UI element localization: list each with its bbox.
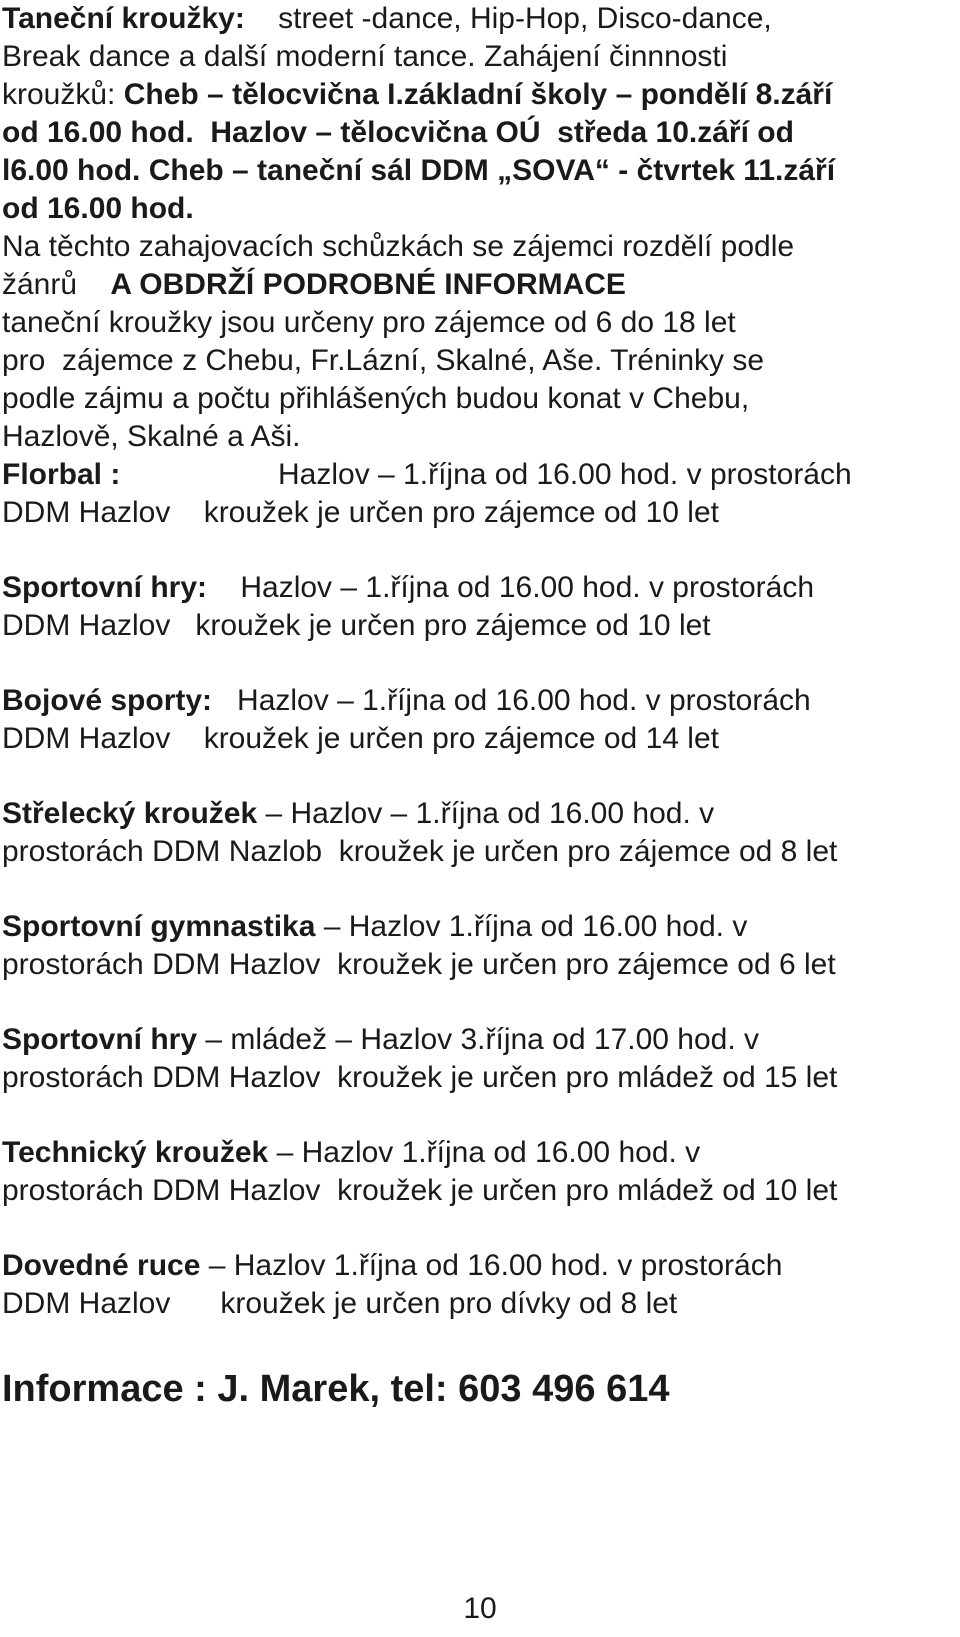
bojove-heading: Bojové sporty: <box>2 684 213 717</box>
gymnastika-heading: Sportovní gymnastika <box>2 910 316 943</box>
page-number: 10 <box>463 1592 497 1625</box>
florbal-line-2: DDM Hazlov kroužek je určen pro zájemce od 10 let <box>2 496 719 529</box>
dance-line-8: žánrů A OBDRŽÍ PODROBNÉ INFORMACE <box>2 268 626 301</box>
dovedne-heading: Dovedné ruce <box>2 1249 201 1282</box>
sport-hry-mladez-heading: Sportovní hry <box>2 1023 198 1056</box>
sport-hry-mladez-line-2: prostorách DDM Hazlov kroužek je určen pro mládež od 15 let <box>2 1061 838 1094</box>
gymnastika-line-2: prostorách DDM Hazlov kroužek je určen pro zájemce od 6 let <box>2 948 836 981</box>
dance-line-1 <box>2 0 958 38</box>
dance-info-note: A OBDRŽÍ PODROBNÉ INFORMACE <box>110 268 626 301</box>
contact-info: Informace : J. Marek, tel: 603 496 614 <box>2 1368 670 1410</box>
sport-hry-line-1: Sportovní hry: Hazlov – 1.října od 16.00 hod. v prostorách <box>2 571 815 604</box>
bojove-line-2: DDM Hazlov kroužek je určen pro zájemce od 14 let <box>2 722 719 755</box>
dance-line-5: l6.00 hod. Cheb – taneční sál DDM „SOVA“ - čtvrtek 11.září <box>2 154 836 187</box>
dance-styles: street -dance, Hip-Hop, Disco-dance, <box>244 2 772 35</box>
dovedne-line-2: DDM Hazlov kroužek je určen pro dívky od 8 let <box>2 1287 678 1320</box>
dance-line-4: od 16.00 hod. Hazlov – tělocvična OÚ středa 10.září od <box>2 116 794 149</box>
sport-hry-line-2: DDM Hazlov kroužek je určen pro zájemce od 10 let <box>2 609 711 642</box>
gymnastika-line-1: Sportovní gymnastika – Hazlov 1.října od 16.00 hod. v <box>2 910 748 943</box>
dance-line-11: podle zájmu a počtu přihlášených budou konat v Chebu, <box>2 382 750 415</box>
dance-heading: Taneční kroužky: <box>2 2 245 35</box>
strelecky-line-2: prostorách DDM Nazlob kroužek je určen pro zájemce od 8 let <box>2 835 838 868</box>
dovedne-line-1: Dovedné ruce – Hazlov 1.října od 16.00 hod. v prostorách <box>2 1249 783 1282</box>
dance-line-9: taneční kroužky jsou určeny pro zájemce od 6 do 18 let <box>2 306 736 339</box>
dance-line-6: od 16.00 hod. <box>2 192 194 225</box>
strelecky-heading: Střelecký kroužek <box>2 797 258 830</box>
sport-hry-heading: Sportovní hry: <box>2 571 208 604</box>
florbal-line-1: Florbal : Hazlov – 1.října od 16.00 hod. v prostorách <box>2 456 958 494</box>
technicky-line-2: prostorách DDM Hazlov kroužek je určen pro mládež od 10 let <box>2 1174 838 1207</box>
dance-line-12: Hazlově, Skalné a Aši. <box>2 420 301 453</box>
dance-line-2: Break dance a další moderní tance. Zahájení činnnosti <box>2 40 728 73</box>
dance-line-3: kroužků: Cheb – tělocvična I.základní školy – pondělí 8.září <box>2 78 833 111</box>
bojove-line-1: Bojové sporty: Hazlov – 1.října od 16.00 hod. v prostorách <box>2 684 811 717</box>
sport-hry-mladez-line-1: Sportovní hry – mládež – Hazlov 3.října od 17.00 hod. v <box>2 1023 760 1056</box>
technicky-line-1: Technický kroužek – Hazlov 1.října od 16.00 hod. v <box>2 1136 701 1169</box>
dance-line-10: pro zájemce z Chebu, Fr.Lázní, Skalné, Aše. Tréninky se <box>2 344 765 377</box>
strelecky-line-1: Střelecký kroužek – Hazlov – 1.října od 16.00 hod. v <box>2 797 715 830</box>
dance-schedule-cheb: Cheb – tělocvična I.základní školy – pondělí 8.září <box>123 78 833 111</box>
florbal-heading: Florbal : <box>2 458 121 491</box>
dance-line-7: Na těchto zahajovacích schůzkách se zájemci rozdělí podle <box>2 230 795 263</box>
technicky-heading: Technický kroužek <box>2 1136 269 1169</box>
